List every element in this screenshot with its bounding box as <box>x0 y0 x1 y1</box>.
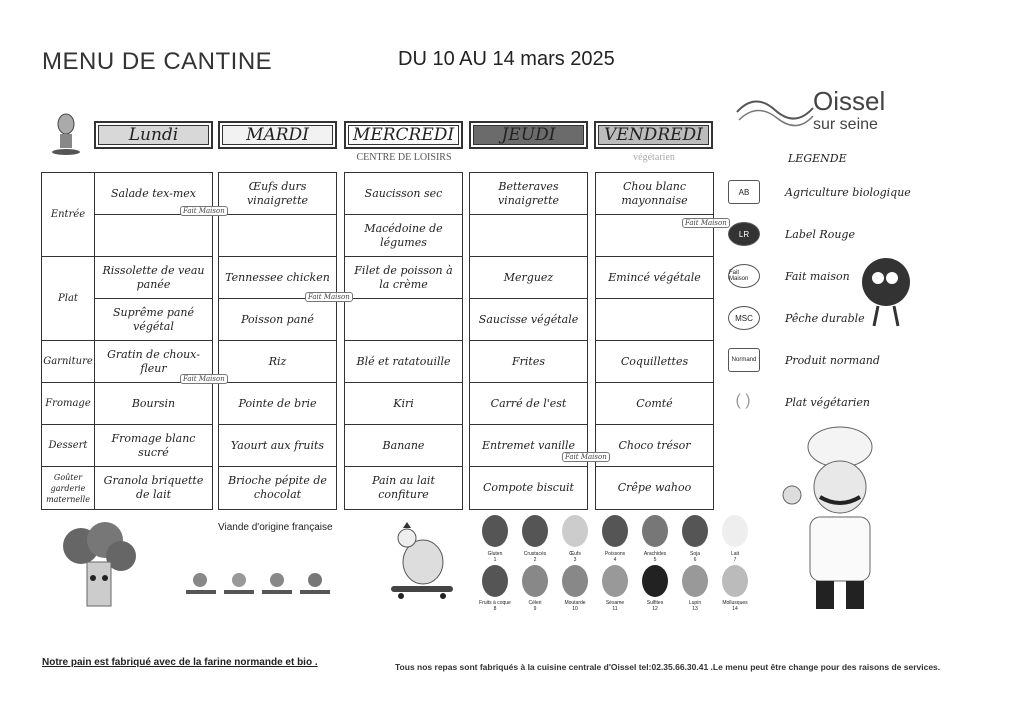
oissel-logo <box>735 88 905 133</box>
menu-cell: Choco trésor <box>596 425 713 467</box>
menu-cell: Betteraves vinaigrette <box>470 173 587 215</box>
allergen-number: 12 <box>652 606 658 612</box>
allergen-label: Crustacés <box>523 551 547 557</box>
row-label-plat: Plat <box>42 257 94 341</box>
legend-label: Label Rouge <box>785 228 855 241</box>
menu-column-mercredi <box>344 172 463 510</box>
footer-info: Tous nos repas sont fabriqués à la cuisine centrale d'Oissel tel:02.35.66.30.41 .Le menu peut être change pour des raisons de services. <box>395 662 941 672</box>
menu-cell: Chou blanc mayonnaise <box>596 173 713 215</box>
menu-cell: Filet de poisson à la crème <box>345 257 462 299</box>
menu-cell: Suprême pané végétal <box>95 299 212 341</box>
wave-icon <box>735 92 815 132</box>
oeufs-icon <box>562 515 588 547</box>
day-label: VENDREDI <box>604 125 703 145</box>
allergen-label: Céleri <box>528 600 542 606</box>
row-labels <box>41 172 95 510</box>
menu-cell <box>95 215 212 257</box>
menu-cell: Boursin <box>95 383 212 425</box>
mascot-skate-icon <box>48 110 84 158</box>
legend-label: Pêche durable <box>785 312 865 325</box>
mollusques-icon <box>722 565 748 597</box>
footer-bread-note: Notre pain est fabriqué avec de la farine normande et bio . <box>42 657 318 668</box>
menu-cell: Banane <box>345 425 462 467</box>
allergen-label: Soja <box>689 551 700 557</box>
menu-cell <box>219 215 336 257</box>
menu-cell: Salade tex-mex <box>95 173 212 215</box>
menu-cell: Macédoine de légumes <box>345 215 462 257</box>
allergen-number: 6 <box>693 557 697 563</box>
menu-cell: Granola briquette de lait <box>103 474 204 501</box>
menu-cell: Blé et ratatouille <box>345 341 462 383</box>
vegetable-characters-icon <box>182 570 342 604</box>
day-header-vendredi <box>594 121 713 149</box>
logo-sub: sur seine <box>813 116 878 133</box>
day-label: MERCREDI <box>352 125 455 145</box>
menu-cell <box>470 215 587 257</box>
logo-name: Oissel <box>813 86 886 116</box>
menu-cell: Compote biscuit <box>483 481 574 494</box>
day-label: MARDI <box>246 125 309 145</box>
arachides-icon <box>642 515 668 547</box>
menu-cell: Pain au lait confiture <box>372 474 435 501</box>
menu-cell: Carré de l'est <box>470 383 587 425</box>
page-title: MENU DE CANTINE <box>42 48 273 75</box>
menu-cell: Brioche pépite de chocolat <box>228 474 327 501</box>
fait-maison-badge: Fait Maison <box>682 218 730 228</box>
menu-cell: Frites <box>470 341 587 383</box>
label-rouge-icon: LR <box>728 222 760 246</box>
allergen-label: Moutarde <box>564 600 586 606</box>
menu-column-lundi <box>94 172 213 510</box>
day-label: JEUDI <box>501 125 556 145</box>
legend-label: Fait maison <box>785 270 850 283</box>
allergen-number: 14 <box>732 606 738 612</box>
menu-cell: Œufs durs vinaigrette <box>219 173 336 215</box>
allergen-number: 11 <box>612 606 618 612</box>
menu-cell: Merguez <box>470 257 587 299</box>
allergen-number: 13 <box>692 606 698 612</box>
lait-icon <box>722 515 748 547</box>
menu-cell <box>345 299 462 341</box>
allergen-number: 1 <box>493 557 497 563</box>
menu-cell: Gratin de choux-fleur <box>95 341 212 383</box>
lupin-icon <box>682 565 708 597</box>
celeri-icon <box>522 565 548 597</box>
tomato-mascot-icon <box>858 250 914 330</box>
fait-maison-badge: Fait Maison <box>180 374 228 384</box>
allergen-label: Œufs <box>569 551 581 557</box>
soja-icon <box>682 515 708 547</box>
vendredi-subtitle: végétarien <box>633 152 675 163</box>
row-label-garniture: Garniture <box>42 341 94 383</box>
allergen-label: Lupin <box>688 600 702 606</box>
gluten-icon <box>482 515 508 547</box>
legend-label: Produit normand <box>785 354 880 367</box>
menu-cell: Pointe de brie <box>219 383 336 425</box>
day-label: Lundi <box>128 125 179 145</box>
allergen-number: 4 <box>613 557 617 563</box>
allergen-number: 7 <box>733 557 737 563</box>
sesame-icon <box>602 565 628 597</box>
fait-maison-badge: Fait Maison <box>562 452 610 462</box>
day-header-mardi <box>218 121 337 149</box>
menu-cell: Poisson pané <box>219 299 336 341</box>
allergens-panel <box>480 515 760 615</box>
vegetarien-icon: ( ) <box>735 392 751 409</box>
legend-label: Plat végétarien <box>785 396 871 409</box>
menu-cell: Comté <box>596 383 713 425</box>
chef-illustration-icon <box>780 425 900 615</box>
produit-normand-icon: Normand <box>728 348 760 372</box>
row-label-dessert: Dessert <box>42 425 94 467</box>
poissons-icon <box>602 515 628 547</box>
menu-cell: Tennessee chicken <box>219 257 336 299</box>
fait-maison-badge: Fait Maison <box>180 206 228 216</box>
bio-icon: AB <box>728 180 760 204</box>
allergen-label: Sésame <box>605 600 625 606</box>
allergen-label: Mollusques <box>722 600 748 606</box>
allergen-number: 10 <box>572 606 578 612</box>
menu-cell: Fromage blanc sucré <box>95 425 212 467</box>
allergen-label: Sulfites <box>646 600 664 606</box>
allergen-number: 9 <box>533 606 537 612</box>
menu-cell: Crêpe wahoo <box>617 481 692 494</box>
menu-column-mardi <box>218 172 337 510</box>
viande-note: Viande d'origine française <box>218 522 333 533</box>
allergen-number: 5 <box>653 557 657 563</box>
row-label-entree: Entrée <box>42 173 94 257</box>
row-label-fromage: Fromage <box>42 383 94 425</box>
menu-cell: Entremet vanille <box>470 425 587 467</box>
row-label-gouter: Goûter garderie maternelle <box>46 472 90 504</box>
allergen-number: 2 <box>533 557 537 563</box>
menu-cell: Coquillettes <box>596 341 713 383</box>
menu-cell: Yaourt aux fruits <box>219 425 336 467</box>
broccoli-illustration-icon <box>55 522 140 612</box>
legend-title: LEGENDE <box>788 152 847 165</box>
day-header-jeudi <box>469 121 588 149</box>
menu-cell: Emincé végétale <box>596 257 713 299</box>
legend-label: Agriculture biologique <box>785 186 911 199</box>
menu-cell: Rissolette de veau panée <box>95 257 212 299</box>
allergen-label: Fruits à coque <box>479 600 511 606</box>
fait-maison-badge: Fait Maison <box>305 292 353 302</box>
sulfites-icon <box>642 565 668 597</box>
fait-maison-icon: Fait Maison <box>728 264 760 288</box>
menu-dates: DU 10 AU 14 mars 2025 <box>398 48 615 70</box>
menu-cell <box>596 299 713 341</box>
menu-cell: Kiri <box>345 383 462 425</box>
peche-durable-icon: MSC <box>728 306 760 330</box>
fruits-coque-icon <box>482 565 508 597</box>
menu-cell: Saucisson sec <box>345 173 462 215</box>
allergen-number: 8 <box>493 606 497 612</box>
allergen-number: 3 <box>573 557 577 563</box>
allergen-label: Arachides <box>643 551 667 557</box>
allergen-label: Poissons <box>604 551 626 557</box>
rooster-skateboard-icon <box>385 522 457 602</box>
mercredi-subtitle: CENTRE DE LOISIRS <box>356 152 452 163</box>
day-header-mercredi <box>344 121 463 149</box>
menu-cell: Riz <box>219 341 336 383</box>
allergen-label: Lait <box>730 551 740 557</box>
allergen-label: Gluten <box>487 551 503 557</box>
moutarde-icon <box>562 565 588 597</box>
menu-cell: Saucisse végétale <box>470 299 587 341</box>
day-header-lundi <box>94 121 213 149</box>
crustaces-icon <box>522 515 548 547</box>
